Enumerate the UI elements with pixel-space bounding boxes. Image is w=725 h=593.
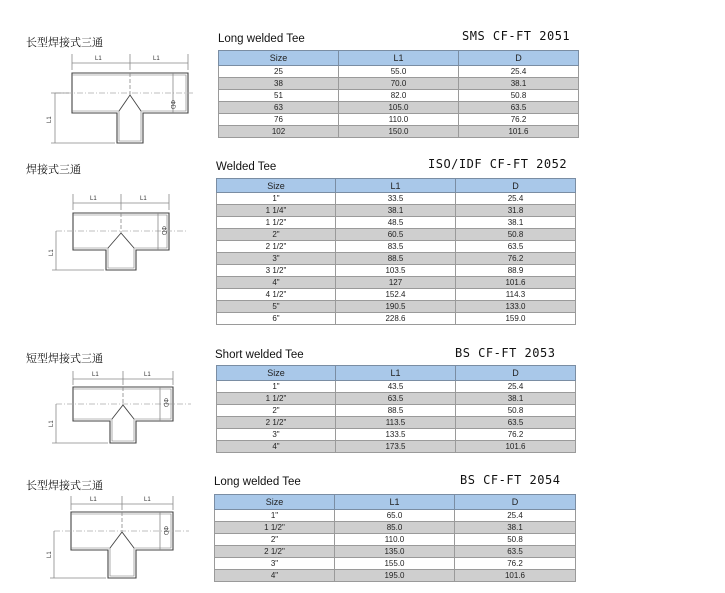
l1-label: L1: [49, 420, 55, 427]
cell-l1: 105.0: [339, 102, 459, 114]
cell-d: 31.8: [456, 205, 576, 217]
cell-l1: 133.5: [336, 429, 456, 441]
cell-size: 1 1/2": [217, 217, 336, 229]
cell-size: 4": [217, 441, 336, 453]
table-row: [215, 558, 576, 570]
table-row: [215, 570, 576, 582]
cell-l1: 110.0: [339, 114, 459, 126]
cell-d: 50.8: [459, 90, 579, 102]
l1-label: L1: [47, 551, 53, 558]
section-cn-title: 短型焊接式三通: [26, 352, 103, 365]
cell-d: 76.2: [456, 253, 576, 265]
cell-l1: 127: [336, 277, 456, 289]
table-row: [217, 301, 576, 313]
column-header-d: D: [459, 51, 579, 66]
cell-d: 114.3: [456, 289, 576, 301]
l1-label: L1: [153, 56, 160, 62]
cell-l1: 103.5: [336, 265, 456, 277]
standard-code: BS CF-FT 2054: [460, 473, 561, 487]
tee-drawing: [46, 188, 196, 288]
table-row: [219, 90, 579, 102]
cell-size: 2": [215, 534, 335, 546]
table-row: [219, 66, 579, 78]
table-row: [217, 229, 576, 241]
section-cn-title: 长型焊接式三通: [26, 36, 103, 49]
cell-l1: 43.5: [336, 381, 456, 393]
cell-size: 1": [215, 510, 335, 522]
cell-size: 51: [219, 90, 339, 102]
cell-l1: 150.0: [339, 126, 459, 138]
cell-size: 1 1/2": [217, 393, 336, 405]
table-row: [217, 381, 576, 393]
table-row: [217, 241, 576, 253]
l1-label: L1: [144, 372, 151, 378]
table-row: [219, 102, 579, 114]
cell-d: 76.2: [455, 558, 576, 570]
column-header-size: Size: [217, 366, 336, 381]
cell-d: 101.6: [456, 441, 576, 453]
cell-d: 25.4: [456, 193, 576, 205]
l1-label: L1: [92, 372, 99, 378]
cell-d: 63.5: [456, 241, 576, 253]
cell-size: 4 1/2": [217, 289, 336, 301]
cell-l1: 63.5: [336, 393, 456, 405]
cell-d: 38.1: [456, 217, 576, 229]
cell-l1: 228.6: [336, 313, 456, 325]
cell-size: 76: [219, 114, 339, 126]
table-row: [219, 114, 579, 126]
cell-l1: 65.0: [335, 510, 455, 522]
l1-label: L1: [49, 249, 55, 256]
l1-label: L1: [90, 497, 97, 503]
cell-l1: 195.0: [335, 570, 455, 582]
cell-l1: 88.5: [336, 253, 456, 265]
cell-l1: 83.5: [336, 241, 456, 253]
cell-size: 102: [219, 126, 339, 138]
table-row: [217, 313, 576, 325]
tee-drawing: [46, 365, 196, 455]
table-row: [215, 510, 576, 522]
column-header-l1: L1: [336, 179, 456, 193]
cell-d: 159.0: [456, 313, 576, 325]
section-en-title: Short welded Tee: [215, 349, 304, 361]
cell-d: 25.4: [459, 66, 579, 78]
cell-d: 88.9: [456, 265, 576, 277]
cell-size: 1 1/4": [217, 205, 336, 217]
cell-size: 2 1/2": [217, 417, 336, 429]
cell-l1: 82.0: [339, 90, 459, 102]
table-row: [217, 277, 576, 289]
l1-label: L1: [47, 116, 53, 123]
table-row: [215, 522, 576, 534]
cell-size: 3": [217, 429, 336, 441]
column-header-l1: L1: [339, 51, 459, 66]
cell-l1: 85.0: [335, 522, 455, 534]
cell-l1: 190.5: [336, 301, 456, 313]
table-row: [217, 205, 576, 217]
section-en-title: Welded Tee: [216, 161, 277, 173]
cell-d: 50.8: [456, 405, 576, 417]
cell-size: 3 1/2": [217, 265, 336, 277]
cell-l1: 70.0: [339, 78, 459, 90]
section-cn-title: 焊接式三通: [26, 163, 81, 176]
cell-d: 76.2: [459, 114, 579, 126]
cell-size: 38: [219, 78, 339, 90]
spec-table: [218, 50, 579, 138]
standard-code: ISO/IDF CF-FT 2052: [428, 157, 568, 171]
spec-table: [216, 365, 576, 453]
section-en-title: Long welded Tee: [218, 33, 305, 45]
l1-label: L1: [95, 56, 102, 62]
table-row: [217, 253, 576, 265]
column-header-l1: L1: [335, 495, 455, 510]
d-label: ΦD: [160, 226, 166, 236]
cell-l1: 135.0: [335, 546, 455, 558]
column-header-d: D: [456, 179, 576, 193]
standard-code: SMS CF-FT 2051: [462, 29, 571, 43]
tee-drawing: [44, 490, 194, 585]
column-header-d: D: [456, 366, 576, 381]
l1-label: L1: [90, 196, 97, 202]
column-header-d: D: [455, 495, 576, 510]
cell-d: 101.6: [456, 277, 576, 289]
l1-label: L1: [140, 196, 147, 202]
cell-size: 6": [217, 313, 336, 325]
cell-d: 38.1: [456, 393, 576, 405]
table-row: [217, 429, 576, 441]
cell-size: 25: [219, 66, 339, 78]
table-row: [217, 441, 576, 453]
table-row: [219, 78, 579, 90]
cell-size: 2 1/2": [215, 546, 335, 558]
cell-size: 2": [217, 229, 336, 241]
standard-code: BS CF-FT 2053: [455, 346, 556, 360]
table-row: [217, 193, 576, 205]
cell-l1: 173.5: [336, 441, 456, 453]
cell-l1: 110.0: [335, 534, 455, 546]
cell-d: 101.6: [459, 126, 579, 138]
table-row: [217, 393, 576, 405]
cell-size: 3": [217, 253, 336, 265]
table-row: [217, 405, 576, 417]
cell-l1: 155.0: [335, 558, 455, 570]
table-row: [217, 217, 576, 229]
cell-size: 63: [219, 102, 339, 114]
cell-l1: 48.5: [336, 217, 456, 229]
section-en-title: Long welded Tee: [214, 476, 301, 488]
cell-d: 38.1: [459, 78, 579, 90]
cell-size: 4": [217, 277, 336, 289]
d-label: ΦD: [162, 526, 168, 536]
section-cn-title: 长型焊接式三通: [26, 479, 103, 492]
cell-l1: 152.4: [336, 289, 456, 301]
table-row: [219, 126, 579, 138]
cell-d: 63.5: [459, 102, 579, 114]
cell-size: 1 1/2": [215, 522, 335, 534]
cell-d: 50.8: [456, 229, 576, 241]
cell-d: 63.5: [455, 546, 576, 558]
spec-table: [216, 178, 576, 325]
cell-l1: 88.5: [336, 405, 456, 417]
d-label: ΦD: [169, 100, 175, 110]
cell-l1: 60.5: [336, 229, 456, 241]
d-label: ΦD: [162, 398, 168, 408]
cell-l1: 33.5: [336, 193, 456, 205]
table-row: [217, 265, 576, 277]
cell-d: 50.8: [455, 534, 576, 546]
tee-drawing: [45, 48, 195, 148]
cell-size: 3": [215, 558, 335, 570]
spec-table: [214, 494, 576, 582]
table-row: [215, 546, 576, 558]
cell-l1: 38.1: [336, 205, 456, 217]
cell-size: 1": [217, 381, 336, 393]
cell-d: 76.2: [456, 429, 576, 441]
cell-size: 2 1/2": [217, 241, 336, 253]
column-header-size: Size: [215, 495, 335, 510]
cell-d: 25.4: [455, 510, 576, 522]
table-row: [215, 534, 576, 546]
column-header-l1: L1: [336, 366, 456, 381]
cell-size: 2": [217, 405, 336, 417]
column-header-size: Size: [219, 51, 339, 66]
l1-label: L1: [144, 497, 151, 503]
cell-d: 133.0: [456, 301, 576, 313]
cell-d: 25.4: [456, 381, 576, 393]
cell-size: 5": [217, 301, 336, 313]
cell-d: 63.5: [456, 417, 576, 429]
table-row: [217, 417, 576, 429]
cell-l1: 55.0: [339, 66, 459, 78]
cell-d: 38.1: [455, 522, 576, 534]
column-header-size: Size: [217, 179, 336, 193]
cell-d: 101.6: [455, 570, 576, 582]
cell-size: 4": [215, 570, 335, 582]
cell-size: 1": [217, 193, 336, 205]
cell-l1: 113.5: [336, 417, 456, 429]
table-row: [217, 289, 576, 301]
